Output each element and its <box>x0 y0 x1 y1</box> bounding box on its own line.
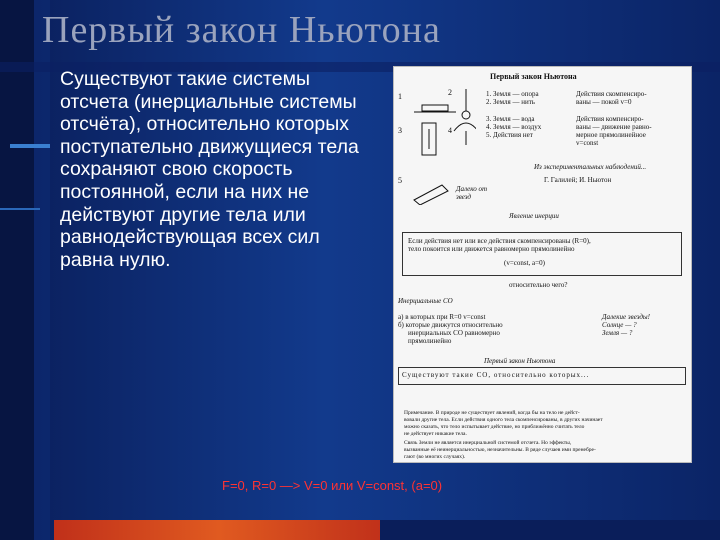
doc-row: относительно чего? <box>509 281 568 289</box>
doc-note: можно сказать, что тело испытывает действие, но приближённо считать тело <box>404 424 585 430</box>
doc-row: Действия скомпенсиро- <box>576 90 647 98</box>
formula-text: F=0, R=0 —> V=0 или V=const, (a=0) <box>222 478 443 493</box>
doc-row: инерциальных СО равномерно <box>408 329 500 337</box>
doc-row: Существуют такие СО, относительно которых... <box>402 371 590 379</box>
accent-line <box>10 144 50 148</box>
doc-row: ваны — движение равно- <box>576 123 652 131</box>
doc-row: 2. Земля — нить <box>486 98 535 106</box>
doc-row: Земля — ? <box>602 329 633 337</box>
doc-row: Действия компенсиро- <box>576 115 644 123</box>
doc-row: б) которые движутся относительно <box>398 321 503 329</box>
bottom-dark-bar <box>380 520 720 540</box>
accent-line-2 <box>0 208 40 210</box>
doc-row: тело покоится или движется равномерно прямолинейно <box>408 245 575 253</box>
bottom-accent-bar <box>54 520 384 540</box>
svg-text:1: 1 <box>398 92 402 101</box>
doc-row: а) в которых при R=0 v=const <box>398 313 486 321</box>
doc-row: Солнце — ? <box>602 321 637 329</box>
doc-row: 3. Земля — вода <box>486 115 535 123</box>
doc-note: вовали другие тела. Если действия одного тела скомпенсированы, в других начинает <box>404 417 603 423</box>
doc-row: Первый закон Ньютона <box>484 357 556 365</box>
doc-row: 4. Земля — воздух <box>486 123 542 131</box>
svg-text:2: 2 <box>448 88 452 97</box>
left-band <box>0 0 34 540</box>
doc-row: Г. Галилей; И. Ньютон <box>544 176 612 184</box>
doc-row: ваны — покой v=0 <box>576 98 632 106</box>
left-band-shade <box>34 0 50 540</box>
doc-row: Инерциальные СО <box>398 297 453 305</box>
doc-row: v=const <box>576 139 599 147</box>
doc-row: мерное прямолинейное <box>576 131 646 139</box>
doc-row: Далекие звезды! <box>602 313 650 321</box>
svg-text:5: 5 <box>398 176 402 185</box>
doc-header: Первый закон Ньютона <box>490 72 577 81</box>
slide-body-text: Существуют такие системы отсчета (инерциальные системы отсчёта), относительно которых поступательно движущиеся тела сохраняют свою скорость постоянной, если на них не действуют другие тела или равнодействующая всех сил равна нулю. <box>60 68 359 271</box>
doc-row: 5. Действия нет <box>486 131 533 139</box>
parachute-icon <box>446 85 476 165</box>
doc-note: Примечание. В природе не существует явлений, когда бы на тело не дейст- <box>404 410 580 416</box>
textbook-page-image <box>393 66 692 463</box>
slide-title: Первый закон Ньютона <box>42 9 441 51</box>
doc-row: Из экспериментальных наблюдений... <box>534 163 647 171</box>
doc-note: гают (во многих случаях). <box>404 454 466 460</box>
doc-row: Если действия нет или все действия скомпенсированы (R=0), <box>408 237 591 245</box>
doc-note: не действует никакие тела. <box>404 431 467 437</box>
doc-row: 1. Земля — опора <box>486 90 539 98</box>
svg-text:3: 3 <box>398 126 402 135</box>
svg-text:4: 4 <box>448 126 452 135</box>
doc-row: (v=const, a=0) <box>504 259 545 267</box>
doc-row: прямолинейно <box>408 337 452 345</box>
doc-note: Связь Земли не является инерциальной системой отсчета. Но эффекты, <box>404 440 572 446</box>
doc-row: Далеко от звезд <box>456 185 488 201</box>
doc-row: Явление инерции <box>509 212 559 220</box>
doc-note: вызванные её неинерциальностью, незначительны. В ряде случаев ими пренебре- <box>404 447 596 453</box>
